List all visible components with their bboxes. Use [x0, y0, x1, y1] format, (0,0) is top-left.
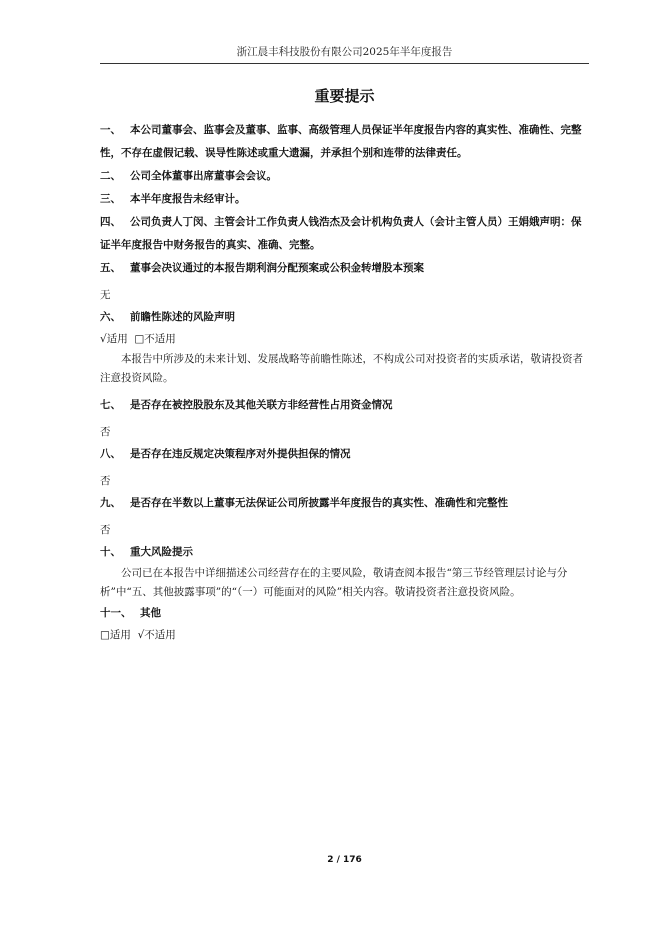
section-5-answer: 无 [100, 289, 111, 301]
notice-content [100, 119, 589, 646]
section-9-answer: 否 [100, 524, 111, 536]
section-5-number: 五、 [100, 262, 121, 274]
section-7-number: 七、 [100, 399, 121, 411]
section-11-text: 其他 [140, 607, 161, 619]
section-4 [100, 211, 589, 257]
section-9-number: 九、 [100, 497, 121, 509]
page-number: 2 / 176 [327, 855, 362, 865]
section-4-text: 公司负责人丁闵、主管会计工作负责人钱浩杰及会计机构负责人（会计主管人员）王娟娥声明：保证半年度报告中财务报告的真实、准确、完整。 [100, 216, 582, 251]
section-9-text: 是否存在半数以上董事无法保证公司所披露半年度报告的真实性、准确性和完整性 [130, 497, 508, 509]
section-8-text: 是否存在违反规定决策程序对外提供担保的情况 [130, 448, 351, 460]
section-5-text: 董事会决议通过的本报告期利润分配预案或公积金转增股本预案 [130, 262, 424, 274]
page-title: 重要提示 [314, 87, 375, 105]
section-1-text: 本公司董事会、监事会及董事、监事、高级管理人员保证半年度报告内容的真实性、准确性、完整性，不存在虚假记载、误导性陈述或重大遗漏，并承担个别和连带的法律责任。 [100, 124, 582, 159]
section-2 [100, 165, 589, 188]
section-10-text: 重大风险提示 [130, 546, 193, 558]
section-5 [100, 257, 589, 280]
section-8-number: 八、 [100, 448, 121, 460]
running-header: 浙江晨丰科技股份有限公司2025年半年度报告 [236, 46, 453, 58]
section-6-text: 前瞻性陈述的风险声明 [130, 311, 235, 323]
section-2-text: 公司全体董事出席董事会会议。 [130, 170, 277, 182]
section-7-text: 是否存在被控股股东及其他关联方非经营性占用资金情况 [130, 399, 393, 411]
section-3 [100, 188, 589, 211]
section-6-body: 本报告中所涉及的未来计划、发展战略等前瞻性陈述，不构成公司对投资者的实质承诺，敬请投资者注意投资风险。 [100, 353, 583, 384]
section-9 [100, 492, 589, 515]
section-11-answer: □适用 √不适用 [100, 629, 176, 641]
header-divider [100, 63, 589, 64]
section-10-body: 公司已在本报告中详细描述公司经营存在的主要风险，敬请查阅本报告“第三节经管理层讨论与分析”中“五、其他披露事项”的“（一）可能面对的风险”相关内容。敬请投资者注意投资风险。 [100, 567, 568, 598]
section-4-number: 四、 [100, 216, 121, 228]
section-7 [100, 394, 589, 417]
section-8-answer: 否 [100, 475, 111, 487]
section-8 [100, 443, 589, 466]
section-6 [100, 306, 589, 329]
section-7-answer: 否 [100, 426, 111, 438]
section-11 [100, 602, 589, 625]
section-11-number: 十一、 [100, 607, 132, 619]
section-10 [100, 541, 589, 564]
section-3-text: 本半年度报告未经审计。 [130, 193, 246, 205]
section-1 [100, 119, 589, 165]
section-2-number: 二、 [100, 170, 121, 182]
section-3-number: 三、 [100, 193, 121, 205]
section-6-number: 六、 [100, 311, 121, 323]
section-6-answer: √适用 □不适用 [100, 333, 176, 345]
section-10-number: 十、 [100, 546, 121, 558]
section-1-number: 一、 [100, 124, 121, 136]
